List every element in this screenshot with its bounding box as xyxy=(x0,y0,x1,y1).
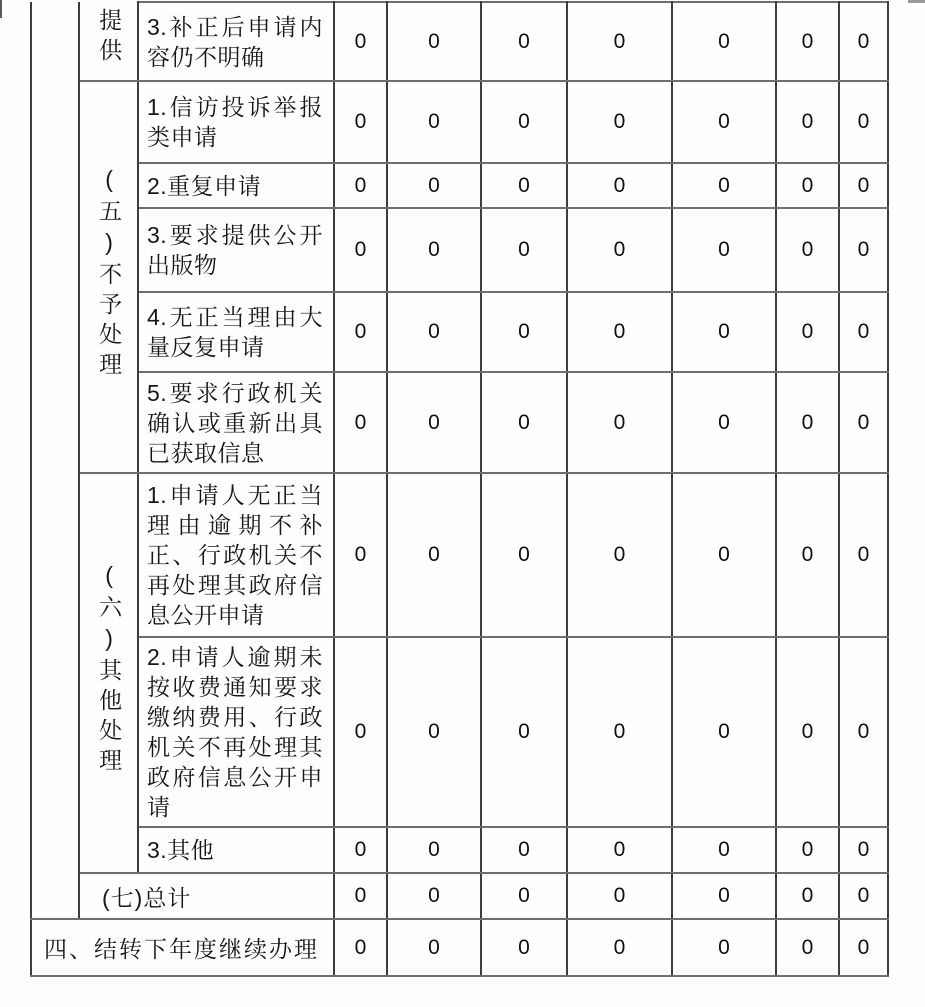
value-cell: 0 xyxy=(334,473,387,637)
value-cell: 0 xyxy=(481,919,567,976)
value-cell: 0 xyxy=(839,473,888,637)
value-cell: 0 xyxy=(481,208,567,292)
value-cell: 0 xyxy=(334,292,387,372)
value-cell: 0 xyxy=(334,2,387,81)
table-row xyxy=(31,292,888,372)
value-cell: 0 xyxy=(481,163,567,208)
value-cell: 0 xyxy=(387,827,481,873)
value-cell: 0 xyxy=(481,873,567,919)
value-cell: 0 xyxy=(672,372,776,473)
value-cell: 0 xyxy=(387,873,481,919)
row-label: 1.申请人无正当理由逾期不补正、行政机关不再处理其政府信息公开申请 xyxy=(138,473,334,637)
value-cell: 0 xyxy=(839,637,888,827)
value-cell: 0 xyxy=(334,827,387,873)
table-row xyxy=(31,637,888,827)
carryover-label: 四、结转下年度继续办理 xyxy=(31,919,334,976)
row-label: 1.信访投诉举报类申请 xyxy=(138,81,334,163)
page-crop-artifact-right xyxy=(908,0,925,3)
value-cell: 0 xyxy=(387,637,481,827)
value-cell: 0 xyxy=(481,827,567,873)
value-cell: 0 xyxy=(334,637,387,827)
row-label: 4.无正当理由大量反复申请 xyxy=(138,292,334,372)
value-cell: 0 xyxy=(839,81,888,163)
row-label: 3.其他 xyxy=(138,827,334,873)
row-label: 2.申请人逾期未按收费通知要求缴纳费用、行政机关不再处理其政府信息公开申请 xyxy=(138,637,334,827)
value-cell: 0 xyxy=(567,163,672,208)
value-cell: 0 xyxy=(481,81,567,163)
value-cell: 0 xyxy=(567,637,672,827)
value-cell: 0 xyxy=(672,163,776,208)
group-five-label-cell xyxy=(79,81,138,473)
value-cell: 0 xyxy=(387,208,481,292)
value-cell: 0 xyxy=(334,873,387,919)
row-label: 3.补正后申请内容仍不明确 xyxy=(138,2,334,81)
value-cell: 0 xyxy=(567,873,672,919)
value-cell: 0 xyxy=(567,919,672,976)
disclosure-results-table xyxy=(30,1,889,977)
value-cell: 0 xyxy=(839,208,888,292)
value-cell: 0 xyxy=(387,2,481,81)
group-six-label-cell xyxy=(79,473,138,873)
value-cell: 0 xyxy=(672,208,776,292)
value-cell: 0 xyxy=(839,827,888,873)
value-cell: 0 xyxy=(387,81,481,163)
value-cell: 0 xyxy=(334,372,387,473)
value-cell: 0 xyxy=(776,292,839,372)
group-five-label: (五)不予处理 xyxy=(96,166,123,382)
value-cell: 0 xyxy=(567,372,672,473)
value-cell: 0 xyxy=(839,292,888,372)
value-cell: 0 xyxy=(776,919,839,976)
value-cell: 0 xyxy=(776,372,839,473)
value-cell: 0 xyxy=(776,81,839,163)
page-crop-artifact-left xyxy=(0,0,2,18)
row-label: 2.重复申请 xyxy=(138,163,334,208)
value-cell: 0 xyxy=(839,2,888,81)
value-cell: 0 xyxy=(387,372,481,473)
value-cell: 0 xyxy=(776,2,839,81)
value-cell: 0 xyxy=(672,473,776,637)
value-cell: 0 xyxy=(334,81,387,163)
value-cell: 0 xyxy=(672,637,776,827)
value-cell: 0 xyxy=(481,292,567,372)
value-cell: 0 xyxy=(672,827,776,873)
value-cell: 0 xyxy=(839,873,888,919)
table-row xyxy=(31,919,888,976)
table-row xyxy=(31,208,888,292)
table-row xyxy=(31,2,888,81)
value-cell: 0 xyxy=(776,208,839,292)
value-cell: 0 xyxy=(776,873,839,919)
total-label: (七)总计 xyxy=(79,873,334,919)
value-cell: 0 xyxy=(567,208,672,292)
value-cell: 0 xyxy=(334,163,387,208)
value-cell: 0 xyxy=(672,292,776,372)
value-cell: 0 xyxy=(481,2,567,81)
row-label: 5.要求行政机关确认或重新出具已获取信息 xyxy=(138,372,334,473)
section-three-spacer-cell xyxy=(31,2,79,919)
value-cell: 0 xyxy=(672,2,776,81)
table-row xyxy=(31,81,888,163)
value-cell: 0 xyxy=(672,81,776,163)
value-cell: 0 xyxy=(387,473,481,637)
value-cell: 0 xyxy=(567,81,672,163)
value-cell: 0 xyxy=(567,827,672,873)
value-cell: 0 xyxy=(839,372,888,473)
group-six-label: (六)其他处理 xyxy=(96,562,123,778)
value-cell: 0 xyxy=(387,163,481,208)
value-cell: 0 xyxy=(481,473,567,637)
group-four-label-tail: 提供 xyxy=(96,8,123,68)
value-cell: 0 xyxy=(839,919,888,976)
value-cell: 0 xyxy=(672,919,776,976)
table-row xyxy=(31,163,888,208)
value-cell: 0 xyxy=(334,919,387,976)
value-cell: 0 xyxy=(481,637,567,827)
table-row xyxy=(31,372,888,473)
value-cell: 0 xyxy=(776,473,839,637)
value-cell: 0 xyxy=(387,919,481,976)
value-cell: 0 xyxy=(481,372,567,473)
value-cell: 0 xyxy=(776,163,839,208)
value-cell: 0 xyxy=(567,292,672,372)
group-four-label-tail-cell xyxy=(79,2,138,81)
value-cell: 0 xyxy=(334,208,387,292)
value-cell: 0 xyxy=(839,163,888,208)
value-cell: 0 xyxy=(567,473,672,637)
value-cell: 0 xyxy=(387,292,481,372)
value-cell: 0 xyxy=(776,827,839,873)
row-label: 3.要求提供公开出版物 xyxy=(138,208,334,292)
value-cell: 0 xyxy=(672,873,776,919)
table-row xyxy=(31,873,888,919)
value-cell: 0 xyxy=(567,2,672,81)
table-row xyxy=(31,473,888,637)
value-cell: 0 xyxy=(776,637,839,827)
table-row xyxy=(31,827,888,873)
